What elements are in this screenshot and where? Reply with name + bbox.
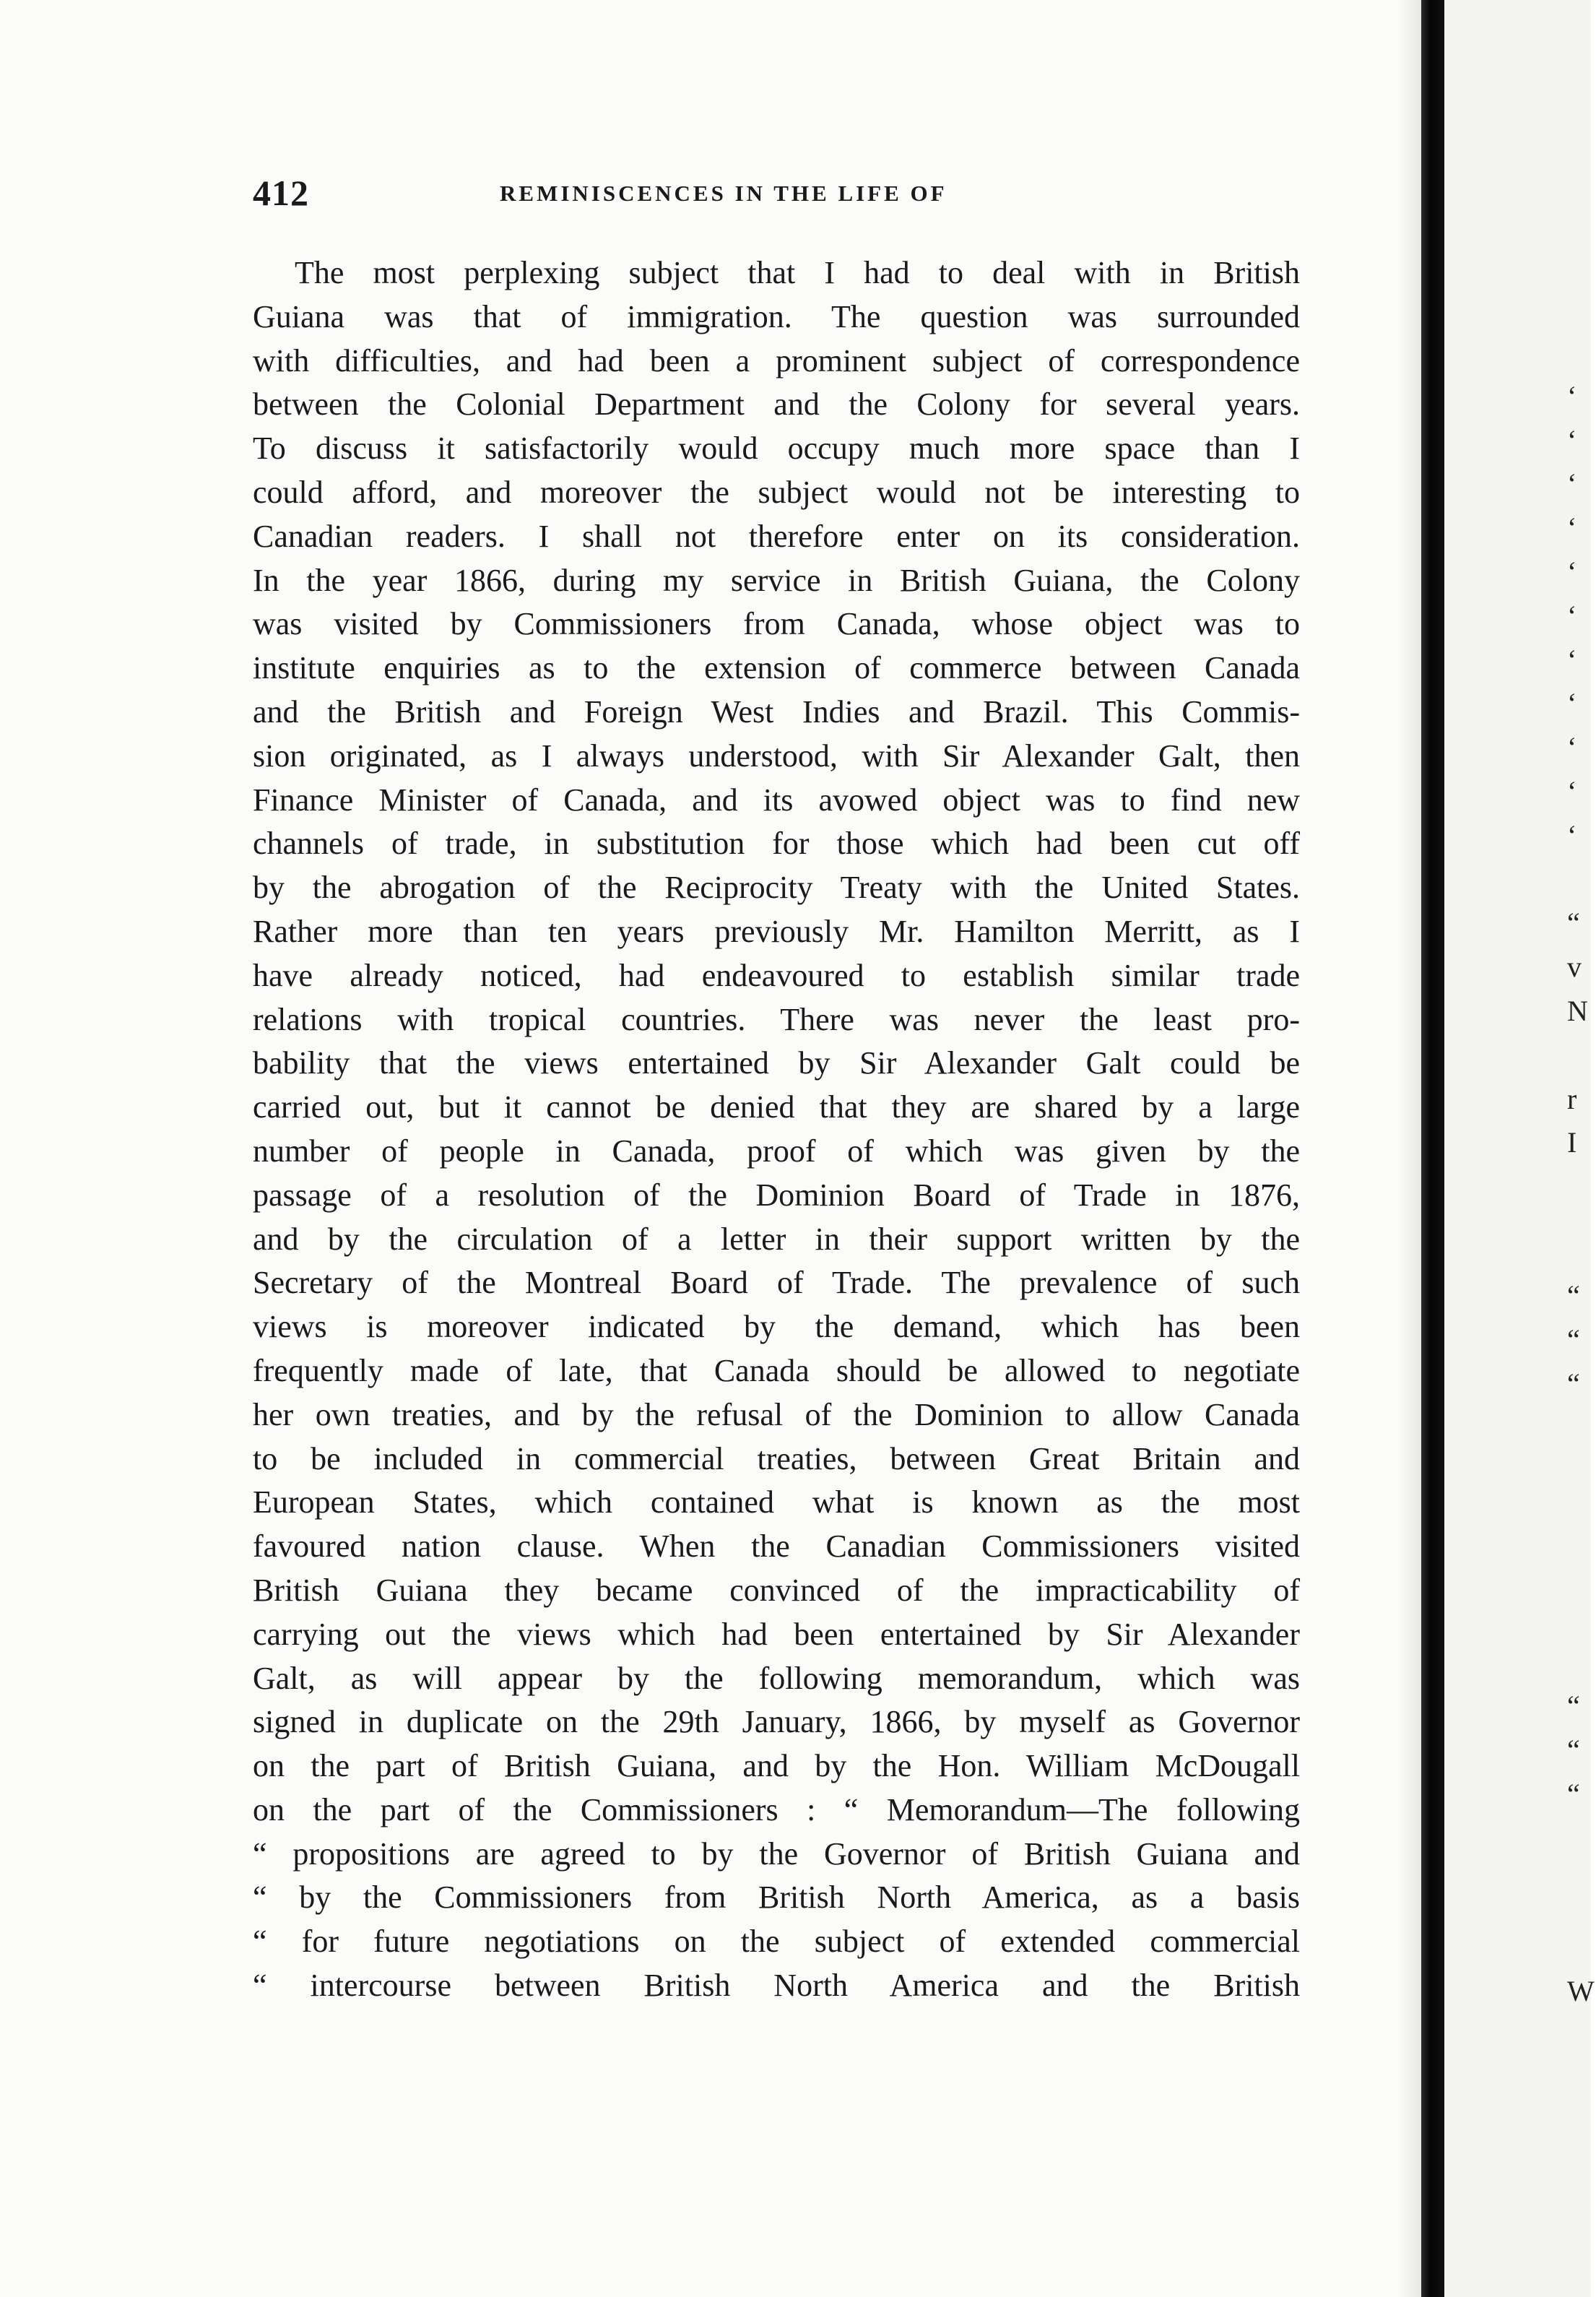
text-line: and by the circulation of a letter in their support written by the bbox=[253, 1221, 1300, 1257]
text-line: by the abrogation of the Reciprocity Treaty with the United States. bbox=[253, 870, 1300, 906]
facing-page-mark: ‘ bbox=[1567, 467, 1577, 500]
text-line: have already noticed, had endeavoured to establish similar trade bbox=[253, 957, 1300, 993]
text-line: could afford, and moreover the subject would not be interesting to bbox=[253, 474, 1300, 510]
facing-page-mark: “ bbox=[1567, 1279, 1580, 1312]
text-line: The most perplexing subject that I had to deal with in British bbox=[295, 255, 1300, 290]
text-line: Secretary of the Montreal Board of Trade. The prevalence of such bbox=[253, 1265, 1300, 1301]
text-line: frequently made of late, that Canada should be allowed to negotiate bbox=[253, 1352, 1300, 1388]
facing-page-mark: I bbox=[1567, 1126, 1577, 1159]
facing-page-mark: ‘ bbox=[1567, 600, 1577, 632]
facing-page-mark: ‘ bbox=[1567, 424, 1577, 457]
facing-page-mark: ‘ bbox=[1567, 775, 1577, 808]
facing-page-mark: ‘ bbox=[1567, 511, 1577, 544]
text-line: favoured nation clause. When the Canadian Commissioners visited bbox=[253, 1528, 1300, 1565]
binding-gutter bbox=[1421, 0, 1444, 2297]
text-line: carrying out the views which had been entertained by Sir Alexander bbox=[253, 1616, 1300, 1652]
running-title: REMINISCENCES IN THE LIFE OF bbox=[500, 181, 947, 206]
text-line: on the part of British Guiana, and by the Hon. William McDougall bbox=[253, 1748, 1300, 1784]
gutter-shadow bbox=[1397, 0, 1421, 2297]
text-line: her own treaties, and by the refusal of the Dominion to allow Canada bbox=[253, 1396, 1300, 1432]
page-number: 412 bbox=[253, 173, 309, 213]
facing-page-mark: ‘ bbox=[1567, 380, 1577, 412]
text-line: “ by the Commissioners from British North America, as a basis bbox=[253, 1879, 1300, 1916]
facing-page-mark: “ bbox=[1567, 1690, 1580, 1722]
text-line: “ propositions are agreed to by the Governor of British Guiana and bbox=[253, 1835, 1300, 1872]
text-line: European States, which contained what is known as the most bbox=[253, 1484, 1300, 1520]
text-line: “ intercourse between British North America and the British bbox=[253, 1968, 1300, 2004]
text-line: and the British and Foreign West Indies and Brazil. This Commis- bbox=[253, 693, 1300, 730]
text-line: To discuss it satisfactorily would occupy much more space than I bbox=[253, 431, 1300, 467]
text-line: number of people in Canada, proof of which was given by the bbox=[253, 1133, 1300, 1169]
text-line: Galt, as will appear by the following memorandum, which was bbox=[253, 1660, 1300, 1696]
text-line: Canadian readers. I shall not therefore enter on its consideration. bbox=[253, 518, 1300, 554]
facing-page-mark: N bbox=[1567, 995, 1588, 1027]
text-line: British Guiana they became convinced of the impracticability of bbox=[253, 1572, 1300, 1608]
text-line: passage of a resolution of the Dominion Board of Trade in 1876, bbox=[253, 1177, 1300, 1213]
facing-page-mark: ‘ bbox=[1567, 644, 1577, 676]
text-line: Finance Minister of Canada, and its avowed object was to find new bbox=[253, 782, 1300, 818]
text-line: carried out, but it cannot be denied that they are shared by a large bbox=[253, 1089, 1300, 1125]
facing-page-mark: “ bbox=[1567, 1323, 1580, 1356]
facing-page-mark: ‘ bbox=[1567, 731, 1577, 763]
facing-page-mark: “ bbox=[1567, 1778, 1580, 1810]
text-line: “ for future negotiations on the subject of extended commercial bbox=[253, 1924, 1300, 1960]
text-line: sion originated, as I always understood, with Sir Alexander Galt, then bbox=[253, 737, 1300, 774]
text-line: signed in duplicate on the 29th January, 1866, by myself as Governor bbox=[253, 1704, 1300, 1740]
facing-page-mark: ‘ bbox=[1567, 687, 1577, 719]
facing-page-mark: ‘ bbox=[1567, 555, 1577, 588]
running-head bbox=[253, 172, 1293, 222]
text-line: channels of trade, in substitution for those which had been cut off bbox=[253, 826, 1300, 862]
text-line: with difficulties, and had been a prominent subject of correspondence bbox=[253, 342, 1300, 378]
facing-page-mark: “ bbox=[1567, 1367, 1580, 1400]
text-line: bability that the views entertained by Sir Alexander Galt could be bbox=[253, 1045, 1300, 1081]
facing-page-mark: W bbox=[1567, 1975, 1595, 2007]
text-line: institute enquiries as to the extension of commerce between Canada bbox=[253, 650, 1300, 686]
facing-page-mark: “ bbox=[1567, 1734, 1580, 1766]
body-text bbox=[253, 251, 1300, 2008]
facing-page-mark: v bbox=[1567, 951, 1582, 983]
text-line: Guiana was that of immigration. The question was surrounded bbox=[253, 298, 1300, 334]
text-line: between the Colonial Department and the Colony for several years. bbox=[253, 386, 1300, 423]
text-line: Rather more than ten years previously Mr. Hamilton Merritt, as I bbox=[253, 913, 1300, 949]
text-line: relations with tropical countries. There was never the least pro- bbox=[253, 1001, 1300, 1037]
facing-page-edge bbox=[1444, 0, 1595, 2297]
facing-page-mark: ‘ bbox=[1567, 819, 1577, 852]
text-line: views is moreover indicated by the demand, which has been bbox=[253, 1309, 1300, 1345]
facing-page-mark: “ bbox=[1567, 907, 1580, 939]
facing-page-mark: r bbox=[1567, 1083, 1577, 1115]
text-line: on the part of the Commissioners : “ Memorandum—The following bbox=[253, 1791, 1300, 1827]
text-line: was visited by Commissioners from Canada, whose object was to bbox=[253, 606, 1300, 642]
text-line: In the year 1866, during my service in British Guiana, the Colony bbox=[253, 562, 1300, 598]
text-line: to be included in commercial treaties, between Great Britain and bbox=[253, 1440, 1300, 1476]
